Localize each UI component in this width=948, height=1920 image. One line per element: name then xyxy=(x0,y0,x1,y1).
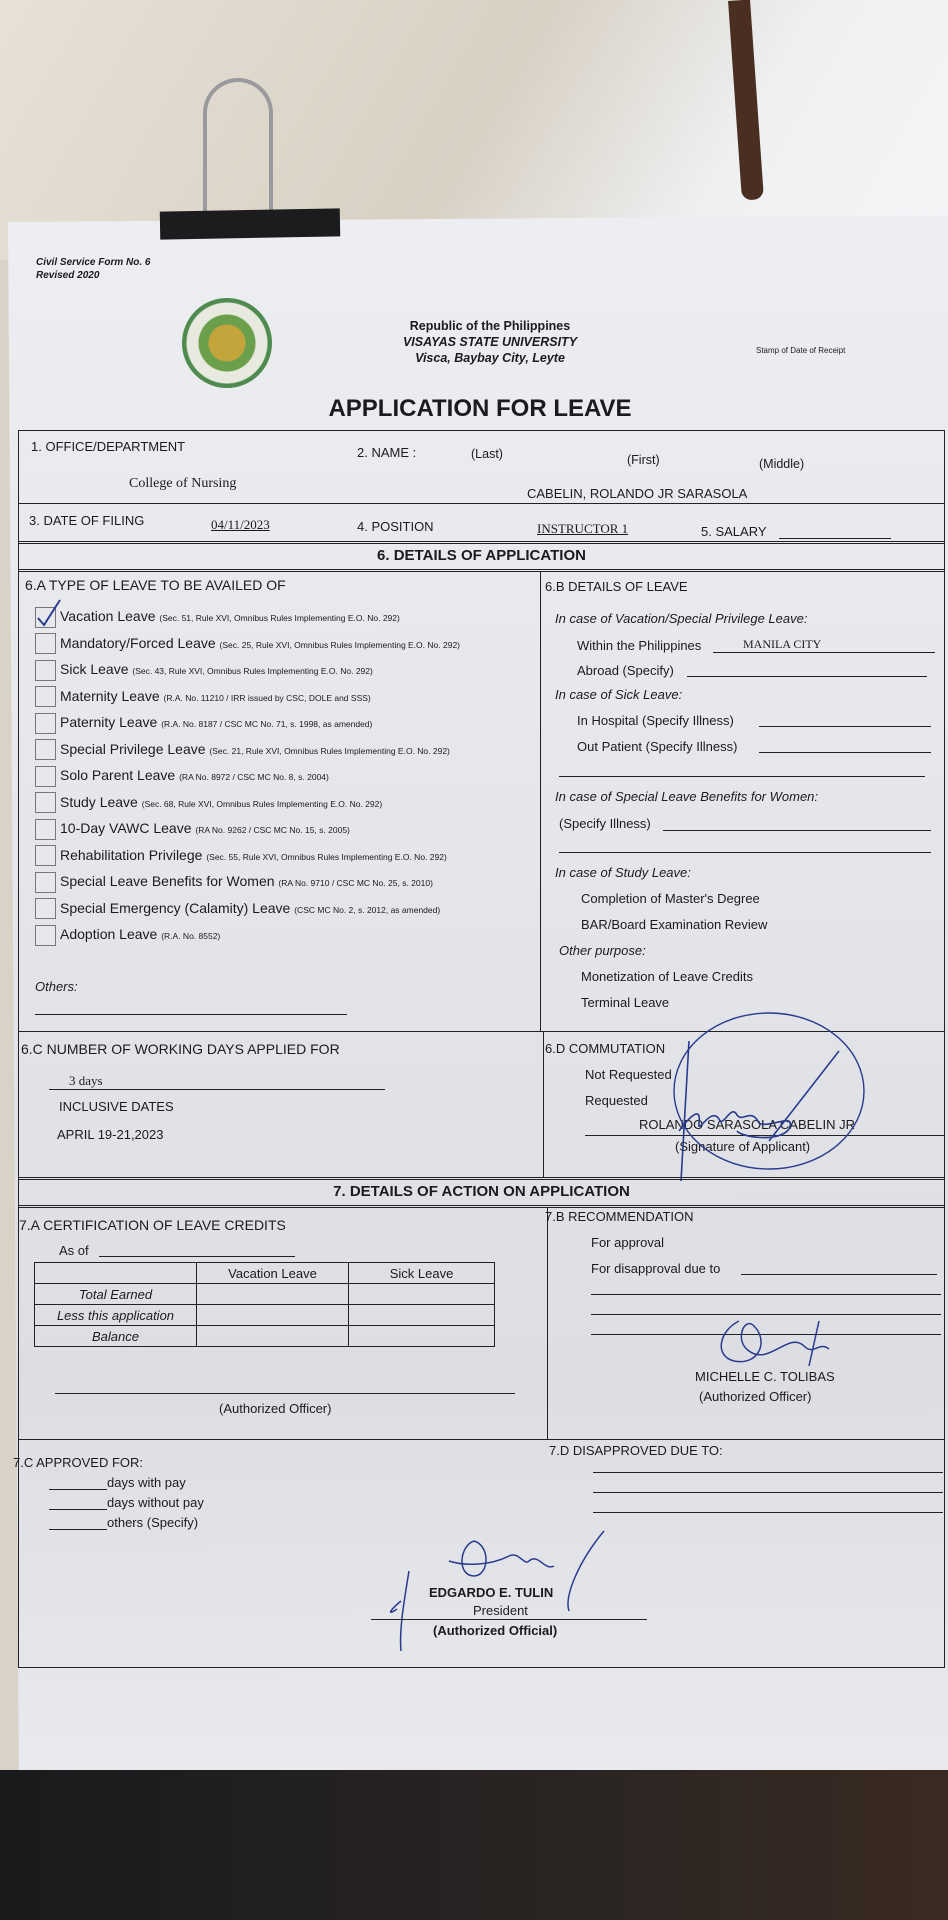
leave-type-item[interactable] xyxy=(35,789,382,815)
for-approval-option[interactable]: For approval xyxy=(591,1235,664,1250)
section-7b-title: 7.B RECOMMENDATION xyxy=(545,1209,694,1224)
checkbox[interactable] xyxy=(35,872,56,893)
disapproved-reason-field-3[interactable] xyxy=(593,1499,943,1513)
cell-vacation[interactable] xyxy=(197,1305,349,1326)
out-patient-field-2[interactable] xyxy=(559,767,925,777)
section-7-title: 7. DETAILS OF ACTION ON APPLICATION xyxy=(333,1183,630,1200)
authorized-officer-label-7a: (Authorized Officer) xyxy=(219,1401,332,1416)
cell-sick[interactable] xyxy=(349,1284,495,1305)
recommending-officer-signature xyxy=(709,1311,849,1371)
date-of-filing-value[interactable]: 04/11/2023 xyxy=(211,517,270,532)
middle-label: (Middle) xyxy=(759,457,805,471)
specify-illness-field[interactable] xyxy=(663,817,931,831)
leave-type-reference: (RA No. 8972 / CSC MC No. 8, s. 2004) xyxy=(179,772,329,782)
leave-type-name: Special Leave Benefits for Women xyxy=(60,873,275,889)
approving-official-title: President xyxy=(473,1603,528,1618)
disapproved-reason-field-2[interactable] xyxy=(593,1479,943,1493)
checkbox[interactable] xyxy=(35,713,56,734)
leave-type-name: Sick Leave xyxy=(60,661,129,677)
republic-line: Republic of the Philippines xyxy=(409,319,571,333)
other-purpose-label: Other purpose: xyxy=(559,943,646,958)
in-hospital-field[interactable] xyxy=(759,713,931,727)
leave-type-item[interactable] xyxy=(35,842,447,868)
within-philippines-value[interactable]: MANILA CITY xyxy=(713,637,935,653)
leave-type-item[interactable] xyxy=(35,895,440,921)
checkbox[interactable] xyxy=(35,845,56,866)
name-label: 2. NAME : xyxy=(357,445,417,460)
bar-review-option[interactable]: BAR/Board Examination Review xyxy=(581,917,768,932)
study-case-label: In case of Study Leave: xyxy=(555,865,691,880)
table-row xyxy=(35,1326,495,1347)
row-label: Total Earned xyxy=(35,1284,197,1305)
leave-type-reference: (R.A. No. 11210 / IRR issued by CSC, DOLE and SSS) xyxy=(163,692,371,703)
date-of-filing-label: 3. DATE OF FILING xyxy=(29,513,145,528)
position-label: 4. POSITION xyxy=(357,519,434,534)
applicant-signature-label: (Signature of Applicant) xyxy=(675,1139,811,1154)
inclusive-dates-label: INCLUSIVE DATES xyxy=(59,1099,174,1114)
leave-type-reference: (Sec. 55, Rule XVI, Omnibus Rules Implementing E.O. No. 292) xyxy=(206,851,447,862)
form-number xyxy=(36,256,151,282)
salary-field[interactable] xyxy=(779,525,891,539)
checkbox[interactable] xyxy=(35,686,56,707)
recommending-officer-name: MICHELLE C. TOLIBAS xyxy=(695,1369,835,1384)
leave-type-reference: (Sec. 51, Rule XVI, Omnibus Rules Implementing E.O. No. 292) xyxy=(159,613,400,623)
table-row xyxy=(35,1284,495,1305)
leave-credits-table xyxy=(34,1262,495,1347)
university-name: VISAYAS STATE UNIVERSITY xyxy=(402,335,578,349)
section-7c-title: 7.C APPROVED FOR: xyxy=(13,1455,144,1470)
checkbox[interactable] xyxy=(35,739,56,760)
office-label: 1. OFFICE/DEPARTMENT xyxy=(31,439,186,454)
checkmark-icon xyxy=(34,598,64,628)
checked-checkbox[interactable] xyxy=(35,607,56,628)
leave-type-name: Vacation Leave xyxy=(60,608,156,624)
checkbox[interactable] xyxy=(35,925,56,946)
leave-type-reference: (Sec. 68, Rule XVI, Omnibus Rules Implementing E.O. No. 292) xyxy=(141,798,383,809)
section-6c-title: 6.C NUMBER OF WORKING DAYS APPLIED FOR xyxy=(21,1041,340,1057)
section-6d-title: 6.D COMMUTATION xyxy=(545,1041,666,1056)
vacation-case-label: In case of Vacation/Special Privilege Leave: xyxy=(555,611,808,626)
specify-illness-label: (Specify Illness) xyxy=(559,816,651,831)
leave-type-name: Adoption Leave xyxy=(60,926,158,942)
leave-type-reference: (RA No. 9710 / CSC MC No. 25, s. 2010) xyxy=(278,878,433,888)
leave-type-item[interactable] xyxy=(35,603,400,629)
position-value[interactable]: INSTRUCTOR 1 xyxy=(537,521,629,536)
others-field[interactable] xyxy=(35,1001,347,1015)
specify-illness-field-2[interactable] xyxy=(559,843,931,853)
working-days-value[interactable]: 3 days xyxy=(49,1073,385,1090)
table-header-sick: Sick Leave xyxy=(349,1263,495,1284)
abroad-label: Abroad (Specify) xyxy=(577,663,674,678)
leave-type-name: Paternity Leave xyxy=(60,714,158,730)
leave-type-name: Study Leave xyxy=(60,793,138,810)
form-revision: Revised 2020 xyxy=(36,270,100,281)
leave-form xyxy=(13,430,945,1668)
name-value[interactable]: CABELIN, ROLANDO JR SARASOLA xyxy=(527,486,748,501)
disapproval-reason-field[interactable] xyxy=(741,1261,937,1275)
days-with-pay-field[interactable] xyxy=(49,1478,107,1490)
terminal-leave-option[interactable]: Terminal Leave xyxy=(581,995,670,1010)
for-disapproval-option[interactable]: For disapproval due to xyxy=(591,1261,721,1276)
authorized-official-label: (Authorized Official) xyxy=(433,1623,558,1638)
section-6-title: 6. DETAILS OF APPLICATION xyxy=(377,547,586,564)
as-of-field[interactable] xyxy=(99,1243,295,1257)
leave-type-item[interactable] xyxy=(35,683,371,709)
leave-type-item[interactable] xyxy=(35,736,450,762)
checkbox[interactable] xyxy=(35,660,56,681)
applicant-signature-with-seal xyxy=(619,1011,919,1191)
leave-type-reference: (RA No. 9262 / CSC MC No. 15, s. 2005) xyxy=(195,825,350,835)
others-label: Others: xyxy=(35,979,78,994)
inclusive-dates-value[interactable]: APRIL 19-21,2023 xyxy=(57,1127,164,1142)
sick-case-label: In case of Sick Leave: xyxy=(555,687,683,702)
checkbox[interactable] xyxy=(35,898,56,919)
checkbox[interactable] xyxy=(35,819,56,840)
leave-type-name: Rehabilitation Privilege xyxy=(60,846,203,863)
section-7a-title: 7.A CERTIFICATION OF LEAVE CREDITS xyxy=(19,1217,286,1233)
leave-type-name: Special Privilege Leave xyxy=(60,740,206,757)
section-6a-title: 6.A TYPE OF LEAVE TO BE AVAILED OF xyxy=(25,577,286,593)
first-label: (First) xyxy=(627,453,660,467)
salary-label: 5. SALARY xyxy=(701,524,767,539)
leave-type-reference: (R.A. No. 8187 / CSC MC No. 71, s. 1998, as amended) xyxy=(161,719,373,729)
letterhead xyxy=(360,318,620,366)
others-specify-label: others (Specify) xyxy=(107,1515,199,1530)
not-requested-option[interactable]: Not Requested xyxy=(585,1067,672,1082)
section-7d-title: 7.D DISAPPROVED DUE TO: xyxy=(549,1443,723,1458)
stamp-receipt-label: Stamp of Date of Receipt xyxy=(756,346,846,355)
within-philippines-label: Within the Philippines xyxy=(577,638,702,653)
cell-vacation[interactable] xyxy=(197,1284,349,1305)
leave-type-item[interactable] xyxy=(35,762,329,788)
leave-type-reference: (Sec. 25, Rule XVI, Omnibus Rules Implementing E.O. No. 292) xyxy=(219,639,460,650)
leave-type-reference: (CSC MC No. 2, s. 2012, as amended) xyxy=(294,904,441,915)
others-specify-field[interactable] xyxy=(49,1518,107,1530)
disapproval-reason-field-2[interactable] xyxy=(591,1281,941,1295)
requested-option[interactable]: Requested xyxy=(585,1093,648,1108)
cell-sick[interactable] xyxy=(349,1305,495,1326)
form-number-text: Civil Service Form No. 6 xyxy=(36,257,151,268)
checkbox[interactable] xyxy=(35,766,56,787)
monetization-option[interactable]: Monetization of Leave Credits xyxy=(581,969,753,984)
row-label: Less this application xyxy=(35,1305,197,1326)
table-header-vacation: Vacation Leave xyxy=(197,1263,349,1284)
leave-type-item[interactable] xyxy=(35,815,350,841)
out-patient-label: Out Patient (Specify Illness) xyxy=(577,739,738,754)
last-label: (Last) xyxy=(471,447,503,461)
days-without-pay-label: days without pay xyxy=(107,1495,204,1510)
days-without-pay-field[interactable] xyxy=(49,1498,107,1510)
table-row xyxy=(35,1305,495,1326)
masters-degree-option[interactable]: Completion of Master's Degree xyxy=(581,891,760,906)
university-address: Visca, Baybay City, Leyte xyxy=(415,351,565,365)
cell-vacation[interactable] xyxy=(197,1326,349,1347)
approving-official-name: EDGARDO E. TULIN xyxy=(429,1585,554,1600)
abroad-field[interactable] xyxy=(687,663,927,677)
row-label: Balance xyxy=(35,1326,197,1347)
leave-type-name: Solo Parent Leave xyxy=(60,767,176,783)
page-title: APPLICATION FOR LEAVE xyxy=(328,395,632,422)
floor-background xyxy=(0,1770,948,1920)
leave-type-reference: (Sec. 43, Rule XVI, Omnibus Rules Implementing E.O. No. 292) xyxy=(132,666,373,676)
leave-type-item[interactable] xyxy=(35,656,373,682)
days-with-pay-label: days with pay xyxy=(107,1475,186,1490)
leave-type-item[interactable] xyxy=(35,868,433,894)
office-value[interactable]: College of Nursing xyxy=(129,476,237,491)
leave-type-name: Mandatory/Forced Leave xyxy=(60,634,216,651)
as-of-label: As of xyxy=(59,1243,89,1258)
cell-sick[interactable] xyxy=(349,1326,495,1347)
binder-clip xyxy=(160,208,340,239)
leave-type-item[interactable] xyxy=(35,709,372,735)
checkbox[interactable] xyxy=(35,792,56,813)
applicant-name: ROLANDO SARASOLA CABELIN JR xyxy=(639,1117,856,1132)
leave-type-name: 10-Day VAWC Leave xyxy=(60,820,192,836)
in-hospital-label: In Hospital (Specify Illness) xyxy=(577,713,734,728)
leave-type-name: Special Emergency (Calamity) Leave xyxy=(60,899,291,916)
section-6b-title: 6.B DETAILS OF LEAVE xyxy=(545,579,688,594)
out-patient-field[interactable] xyxy=(759,739,931,753)
leave-type-item[interactable] xyxy=(35,921,220,947)
disapproved-reason-field-1[interactable] xyxy=(593,1459,943,1473)
leave-type-reference: (R.A. No. 8552) xyxy=(161,931,221,941)
checkbox[interactable] xyxy=(35,633,56,654)
women-case-label: In case of Special Leave Benefits for Women: xyxy=(555,789,819,804)
leave-type-name: Maternity Leave xyxy=(60,687,160,704)
leave-type-item[interactable] xyxy=(35,630,460,656)
authorized-officer-label-7b: (Authorized Officer) xyxy=(699,1389,812,1404)
leave-type-reference: (Sec. 21, Rule XVI, Omnibus Rules Implementing E.O. No. 292) xyxy=(209,745,450,756)
table-header-blank xyxy=(35,1263,197,1284)
university-seal-logo xyxy=(182,298,272,388)
